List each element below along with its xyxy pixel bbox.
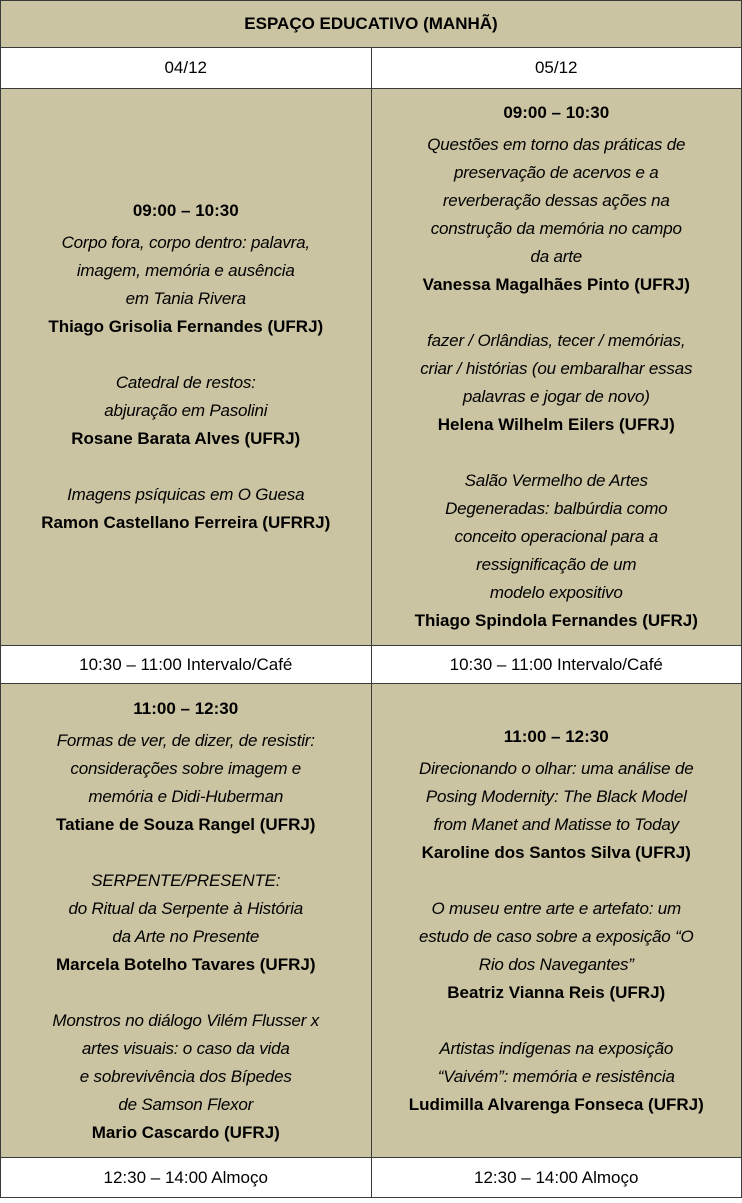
talk-title: Direcionando o olhar: uma análise de Posing Modernity: The Black Model from Manet and Matisse to Today (419, 758, 694, 834)
talk-author: Karoline dos Santos Silva (UFRJ) (421, 842, 691, 862)
talk-entry (5, 727, 367, 839)
talk-author: Vanessa Magalhães Pinto (UFRJ) (422, 275, 690, 294)
session-cell (1, 89, 372, 646)
talk-title: fazer / Orlândias, tecer / memórias, criar / histórias (ou embaralhar essas palavras e jogar de novo) (420, 331, 693, 406)
talk-author: Beatriz Vianna Reis (UFRJ) (447, 982, 666, 1002)
break-cell: 10:30 – 11:00 Intervalo/Café (371, 646, 742, 684)
talk-author: Helena Wilhelm Eilers (UFRJ) (437, 415, 675, 434)
talk-author: Tatiane de Souza Rangel (UFRJ) (56, 814, 316, 834)
session-cell (371, 89, 742, 646)
talk-title: SERPENTE/PRESENTE: do Ritual da Serpente à História da Arte no Presente (68, 870, 304, 946)
session-time: 09:00 – 10:30 (503, 103, 610, 122)
table-title: ESPAÇO EDUCATIVO (MANHÃ) (1, 1, 742, 48)
talk-title: Artistas indígenas na exposição “Vaivém”: memória e resistência (437, 1038, 675, 1086)
talk-author: Thiago Spindola Fernandes (UFRJ) (414, 611, 698, 630)
talk-entry (5, 369, 367, 453)
talk-title: Monstros no diálogo Vilém Flusser x artes visuais: o caso da vida e sobrevivência dos Bípedes de Samson Flexor (52, 1010, 320, 1114)
talk-entry (5, 481, 367, 537)
talk-author: Thiago Grisolia Fernandes (UFRJ) (48, 317, 324, 336)
talk-author: Ramon Castellano Ferreira (UFRRJ) (41, 513, 331, 532)
talk-entry (5, 867, 367, 979)
talk-entry (376, 131, 738, 299)
break-cell: 10:30 – 11:00 Intervalo/Café (1, 646, 372, 684)
session-time: 11:00 – 12:30 (503, 726, 609, 746)
talk-author: Ludimilla Alvarenga Fonseca (UFRJ) (408, 1094, 704, 1114)
talk-title: Corpo fora, corpo dentro: palavra, imagem, memória e ausência em Tania Rivera (61, 233, 310, 308)
talk-entry (5, 229, 367, 341)
session-cell (371, 684, 742, 1158)
lunch-cell: 12:30 – 14:00 Almoço (1, 1158, 372, 1198)
date-header: 04/12 (1, 48, 372, 89)
talk-title: Catedral de restos: abjuração em Pasolini (104, 373, 268, 420)
date-header: 05/12 (371, 48, 742, 89)
talk-author: Mario Cascardo (UFRJ) (91, 1122, 280, 1142)
talk-entry (376, 755, 738, 867)
talk-entry (376, 467, 738, 635)
talk-title: Salão Vermelho de Artes Degeneradas: balbúrdia como conceito operacional para a ressignificação de um modelo expositivo (445, 471, 668, 602)
talk-entry (376, 327, 738, 439)
talk-title: Imagens psíquicas em O Guesa (67, 485, 305, 504)
talk-entry (376, 1035, 738, 1119)
talk-title: O museu entre arte e artefato: um estudo de caso sobre a exposição “O Rio dos Navegantes” (418, 898, 694, 974)
talk-author: Marcela Botelho Tavares (UFRJ) (56, 954, 316, 974)
talk-entry (376, 895, 738, 1007)
talk-entry (5, 1007, 367, 1147)
session-cell (1, 684, 372, 1158)
session-time: 11:00 – 12:30 (133, 698, 239, 718)
lunch-cell: 12:30 – 14:00 Almoço (371, 1158, 742, 1198)
talk-title: Questões em torno das práticas de preservação de acervos e a reverberação dessas ações na construção da memória no campo da arte (427, 135, 686, 266)
talk-author: Rosane Barata Alves (UFRJ) (71, 429, 301, 448)
session-time: 09:00 – 10:30 (132, 201, 239, 220)
talk-title: Formas de ver, de dizer, de resistir: considerações sobre imagem e memória e Didi-Huberman (56, 730, 315, 806)
